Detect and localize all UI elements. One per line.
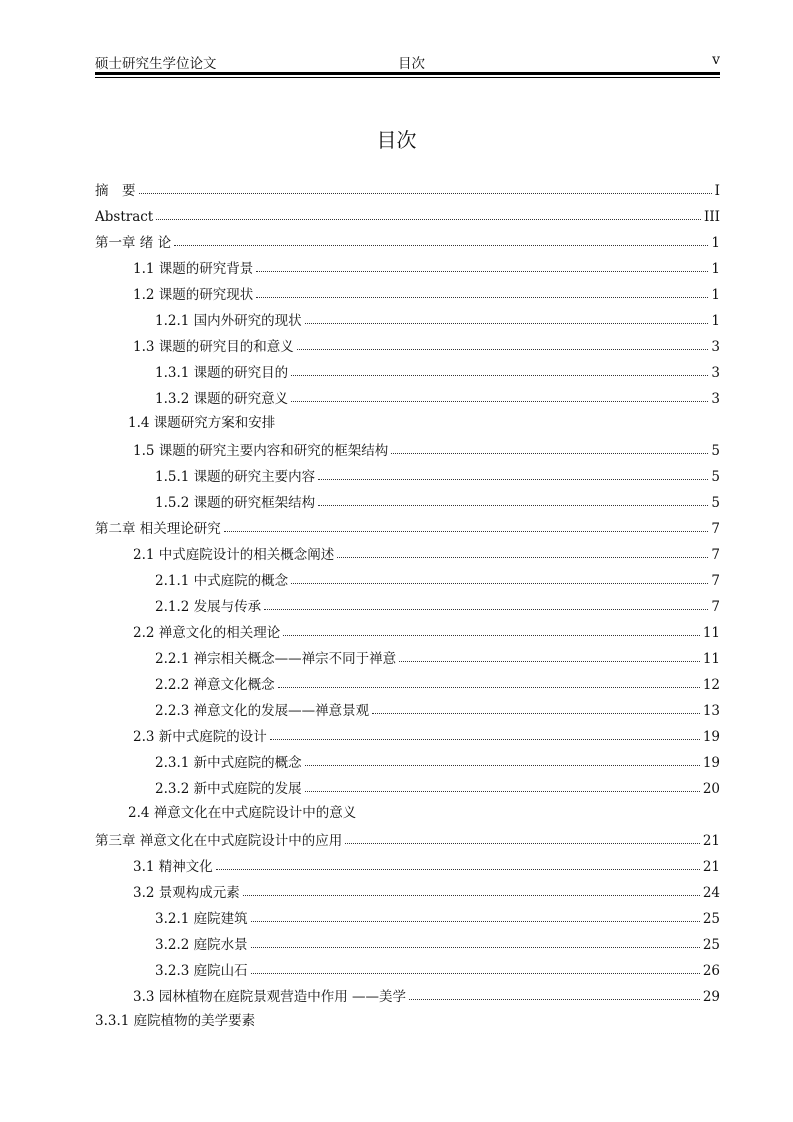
toc-entry-page-number: 29 — [702, 989, 720, 1005]
toc-entry-page-number: 20 — [702, 781, 720, 797]
toc-entry-label: 3.2.3 庭院山石 — [155, 963, 248, 979]
toc-entry[interactable] — [95, 436, 720, 462]
toc-leader-dots — [251, 929, 700, 948]
toc-entry-label: 1.3 课题的研究目的和意义 — [133, 339, 294, 355]
toc-entry[interactable] — [95, 488, 720, 514]
toc-entry[interactable] — [95, 280, 720, 306]
toc-leader-dots — [372, 695, 700, 714]
header-rule-thin — [95, 77, 720, 78]
toc-leader-dots — [291, 565, 708, 584]
toc-entry-page-number: 3 — [711, 391, 720, 407]
toc-leader-dots — [256, 253, 708, 272]
toc-entry-page-number: 7 — [711, 521, 720, 537]
toc-entry-page-number: 21 — [702, 859, 720, 875]
toc-leader-dots — [318, 461, 708, 480]
toc-entry-page-number: 1 — [711, 235, 720, 251]
toc-entry[interactable] — [95, 176, 720, 202]
toc-entry[interactable] — [95, 878, 720, 904]
toc-leader-dots — [251, 955, 700, 974]
toc-leader-dots — [305, 747, 700, 766]
toc-entry-page-number: 5 — [711, 469, 720, 485]
toc-entry-page-number: 7 — [711, 573, 720, 589]
toc-entry[interactable] — [95, 514, 720, 540]
toc-entry-page-number: 19 — [702, 729, 720, 745]
toc-entry-label: 2.3.2 新中式庭院的发展 — [155, 781, 302, 797]
toc-entry-page-number: 21 — [702, 833, 720, 849]
toc-entry[interactable] — [95, 800, 720, 826]
toc-entry-page-number: 24 — [702, 885, 720, 901]
toc-entry[interactable] — [95, 852, 720, 878]
toc-leader-dots — [345, 825, 700, 844]
toc-entry[interactable] — [95, 566, 720, 592]
table-of-contents — [95, 176, 720, 1034]
toc-entry[interactable] — [95, 202, 720, 228]
toc-leader-dots — [270, 721, 700, 740]
toc-leader-dots — [283, 617, 700, 636]
toc-entry-label: 3.2 景观构成元素 — [133, 885, 240, 901]
toc-entry-label: 2.2 禅意文化的相关理论 — [133, 625, 281, 641]
toc-leader-dots — [399, 643, 700, 662]
toc-leader-dots — [156, 201, 701, 220]
toc-entry-page-number: 12 — [702, 677, 720, 693]
toc-entry-page-number: 11 — [702, 625, 720, 641]
toc-entry-page-number: 1 — [711, 287, 720, 303]
toc-entry-page-number: 7 — [711, 547, 720, 563]
toc-leader-dots — [409, 981, 700, 1000]
toc-entry-page-number: 25 — [702, 937, 720, 953]
toc-entry-page-number: 5 — [711, 443, 720, 459]
toc-leader-dots — [264, 591, 708, 610]
toc-leader-dots — [391, 435, 708, 454]
toc-entry[interactable] — [95, 618, 720, 644]
toc-entry-page-number: 1 — [711, 313, 720, 329]
toc-leader-dots — [297, 331, 709, 350]
toc-entry[interactable] — [95, 670, 720, 696]
header-section-title: 目次 — [398, 56, 425, 72]
toc-entry[interactable] — [95, 540, 720, 566]
toc-entry-label: 2.1.1 中式庭院的概念 — [155, 573, 289, 589]
toc-title: 目次 — [376, 128, 417, 152]
toc-entry[interactable] — [95, 982, 720, 1008]
toc-leader-dots — [243, 877, 700, 896]
toc-leader-dots — [291, 357, 708, 376]
toc-entry-label: 3.2.2 庭院水景 — [155, 937, 248, 953]
toc-entry-label: 2.1.2 发展与传承 — [155, 599, 262, 615]
toc-entry[interactable] — [95, 930, 720, 956]
toc-entry-label: 1.2.1 国内外研究的现状 — [155, 313, 302, 329]
toc-entry-page-number: 7 — [711, 599, 720, 615]
toc-leader-dots — [305, 305, 709, 324]
toc-entry-label: 第三章 禅意文化在中式庭院设计中的应用 — [95, 833, 343, 849]
toc-entry[interactable] — [95, 904, 720, 930]
toc-entry-label: 摘 要 — [95, 183, 136, 199]
toc-leader-dots — [337, 539, 708, 558]
toc-entry-label: 1.5 课题的研究主要内容和研究的框架结构 — [133, 443, 389, 459]
toc-entry[interactable] — [95, 592, 720, 618]
toc-entry-page-number: 3 — [711, 339, 720, 355]
toc-entry-label: 1.4 课题研究方案和安排 — [128, 415, 276, 431]
toc-entry-label: 1.5.2 课题的研究框架结构 — [155, 495, 316, 511]
toc-entry-page-number: 3 — [711, 365, 720, 381]
toc-leader-dots — [139, 175, 712, 194]
page-number-roman: v — [712, 52, 720, 68]
toc-entry-page-number: 26 — [702, 963, 720, 979]
toc-entry-label: 2.1 中式庭院设计的相关概念阐述 — [133, 547, 335, 563]
toc-entry[interactable] — [95, 956, 720, 982]
toc-entry-page-number: I — [714, 183, 720, 199]
toc-entry-page-number: 25 — [702, 911, 720, 927]
toc-entry[interactable] — [95, 228, 720, 254]
toc-entry[interactable] — [95, 462, 720, 488]
toc-entry-label: 1.5.1 课题的研究主要内容 — [155, 469, 316, 485]
toc-leader-dots — [318, 487, 708, 506]
toc-leader-dots — [305, 773, 700, 792]
toc-entry[interactable] — [95, 722, 720, 748]
toc-entry[interactable] — [95, 1008, 720, 1034]
toc-entry[interactable] — [95, 644, 720, 670]
toc-entry-label: Abstract — [95, 209, 154, 225]
toc-entry[interactable] — [95, 332, 720, 358]
toc-entry-label: 2.2.3 禅意文化的发展——禅意景观 — [155, 703, 370, 719]
header-rule-thick — [95, 72, 720, 75]
toc-entry-page-number: III — [704, 209, 720, 225]
toc-entry[interactable] — [95, 358, 720, 384]
toc-entry-label: 3.1 精神文化 — [133, 859, 213, 875]
toc-entry[interactable] — [95, 826, 720, 852]
toc-leader-dots — [224, 513, 709, 532]
toc-entry-page-number: 11 — [702, 651, 720, 667]
toc-leader-dots — [216, 851, 700, 870]
toc-entry-label: 第一章 绪 论 — [95, 235, 172, 251]
toc-entry[interactable] — [95, 748, 720, 774]
toc-leader-dots — [251, 903, 700, 922]
toc-entry-label: 2.4 禅意文化在中式庭院设计中的意义 — [128, 805, 357, 821]
toc-entry-label: 第二章 相关理论研究 — [95, 521, 221, 537]
toc-entry-label: 1.2 课题的研究现状 — [133, 287, 254, 303]
toc-entry-label: 3.3.1 庭院植物的美学要素 — [95, 1013, 256, 1029]
toc-entry-label: 1.3.2 课题的研究意义 — [155, 391, 289, 407]
toc-entry-label: 2.3.1 新中式庭院的概念 — [155, 755, 302, 771]
toc-entry-label: 2.2.1 禅宗相关概念——禅宗不同于禅意 — [155, 651, 397, 667]
toc-leader-dots — [174, 227, 708, 246]
toc-entry[interactable] — [95, 774, 720, 800]
toc-entry[interactable] — [95, 410, 720, 436]
toc-entry[interactable] — [95, 254, 720, 280]
toc-entry-label: 3.2.1 庭院建筑 — [155, 911, 248, 927]
thesis-type-label: 硕士研究生学位论文 — [95, 56, 217, 72]
toc-entry[interactable] — [95, 696, 720, 722]
toc-entry[interactable] — [95, 306, 720, 332]
toc-entry-page-number: 13 — [702, 703, 720, 719]
toc-leader-dots — [256, 279, 708, 298]
toc-entry-label: 1.3.1 课题的研究目的 — [155, 365, 289, 381]
toc-leader-dots — [291, 383, 708, 402]
toc-entry-label: 2.3 新中式庭院的设计 — [133, 729, 267, 745]
toc-entry-label: 2.2.2 禅意文化概念 — [155, 677, 275, 693]
toc-entry-label: 1.1 课题的研究背景 — [133, 261, 254, 277]
toc-leader-dots — [278, 669, 700, 688]
toc-entry-page-number: 1 — [711, 261, 720, 277]
toc-entry-label: 3.3 园林植物在庭院景观营造中作用 ——美学 — [133, 989, 407, 1005]
toc-entry[interactable] — [95, 384, 720, 410]
toc-entry-page-number: 5 — [711, 495, 720, 511]
page-header — [95, 52, 720, 72]
toc-entry-page-number: 19 — [702, 755, 720, 771]
